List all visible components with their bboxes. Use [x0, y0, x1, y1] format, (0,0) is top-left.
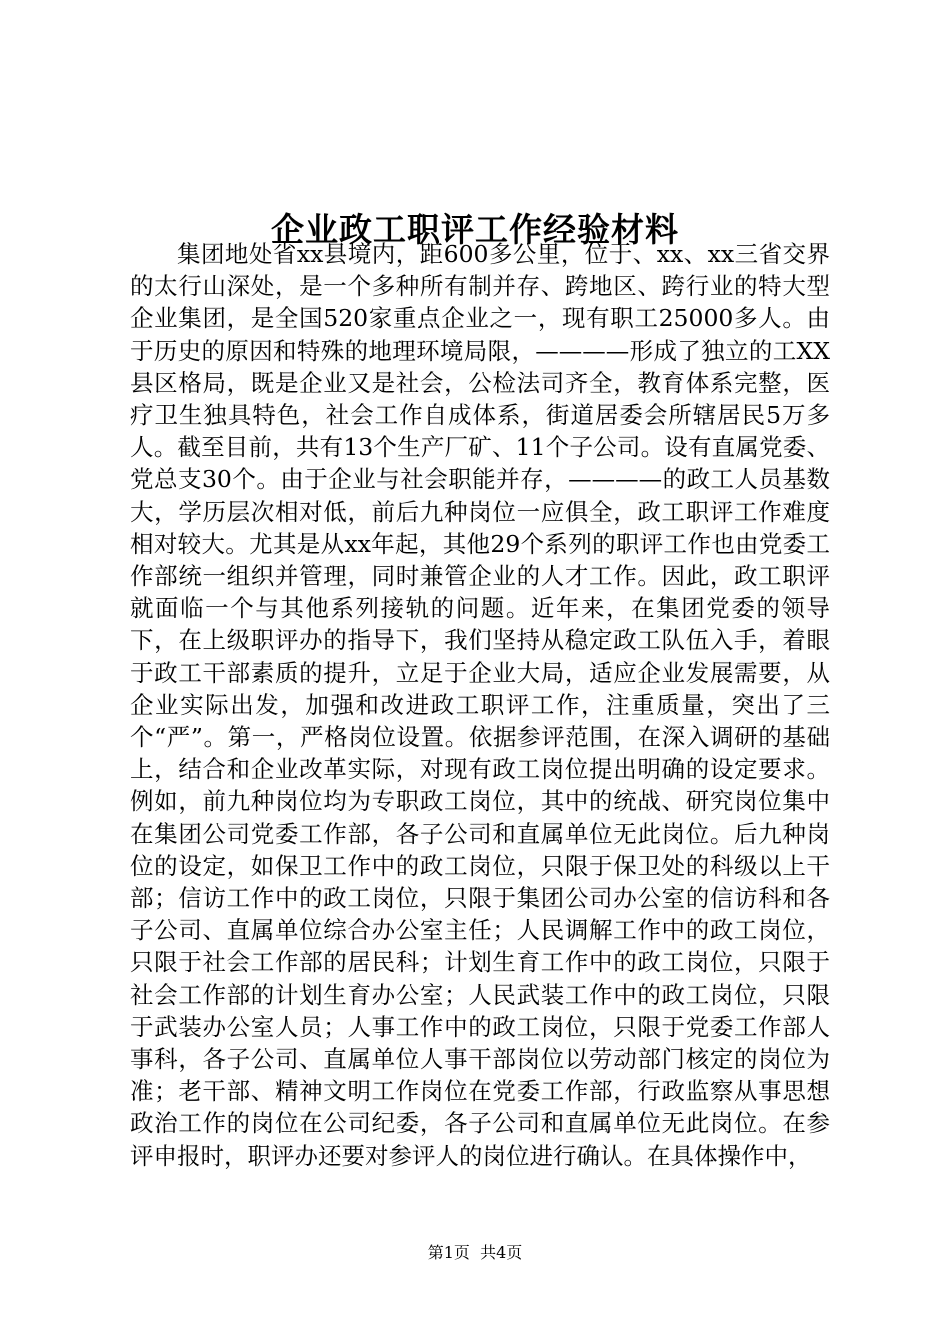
document-body — [130, 238, 830, 1172]
body-paragraph: 集团地处省xx县境内，距600多公里，位于、xx、xx三省交界的太行山深处，是一个多种所有制并存、跨地区、跨行业的特大型企业集团，是全国520家重点企业之一，现有职工25000多人。由于历史的原因和特殊的地理环境局限，————形成了独立的工XX县区格局，既是企业又是社会，公检法司齐全，教育体系完整，医疗卫生独具特色，社会工作自成体系，街道居委会所辖居民5万多人。截至目前，共有13个生产厂矿、11个子公司。设有直属党委、党总支30个。由于企业与社会职能并存，————的政工人员基数大，学历层次相对低，前后九种岗位一应俱全，政工职评工作难度相对较大。尤其是从xx年起，其他29个系列的职评工作也由党委工作部统一组织并管理，同时兼管企业的人才工作。因此，政工职评就面临一个与其他系列接轨的问题。近年来，在集团党委的领导下，在上级职评办的指导下，我们坚持从稳定政工队伍入手，着眼于政工干部素质的提升，立足于企业大局，适应企业发展需要，从企业实际出发，加强和改进政工职评工作，注重质量，突出了三个“严”。第一，严格岗位设置。依据参评范围，在深入调研的基础上，结合和企业改革实际，对现有政工岗位提出明确的设定要求。例如，前九种岗位均为专职政工岗位，其中的统战、研究岗位集中在集团公司党委工作部，各子公司和直属单位无此岗位。后九种岗位的设定，如保卫工作中的政工岗位，只限于保卫处的科级以上干部；信访工作中的政工岗位，只限于集团公司办公室的信访科和各子公司、直属单位综合办公室主任；人民调解工作中的政工岗位，只限于社会工作部的居民科；计划生育工作中的政工岗位，只限于社会工作部的计划生育办公室；人民武装工作中的政工岗位，只限于武装办公室人员；人事工作中的政工岗位，只限于党委工作部人事科，各子公司、直属单位人事干部岗位以劳动部门核定的岗位为准；老干部、精神文明工作岗位在党委工作部，行政监察从事思想政治工作的岗位在公司纪委，各子公司和直属单位无此岗位。在参评申报时，职评办还要对参评人的岗位进行确认。在具体操作中， — [130, 240, 830, 1170]
page-number: 第1页 — [427, 1243, 470, 1262]
page-footer — [0, 1242, 950, 1264]
page-total: 共4页 — [480, 1243, 523, 1262]
document-title: 企业政工职评工作经验材料 — [271, 210, 679, 250]
